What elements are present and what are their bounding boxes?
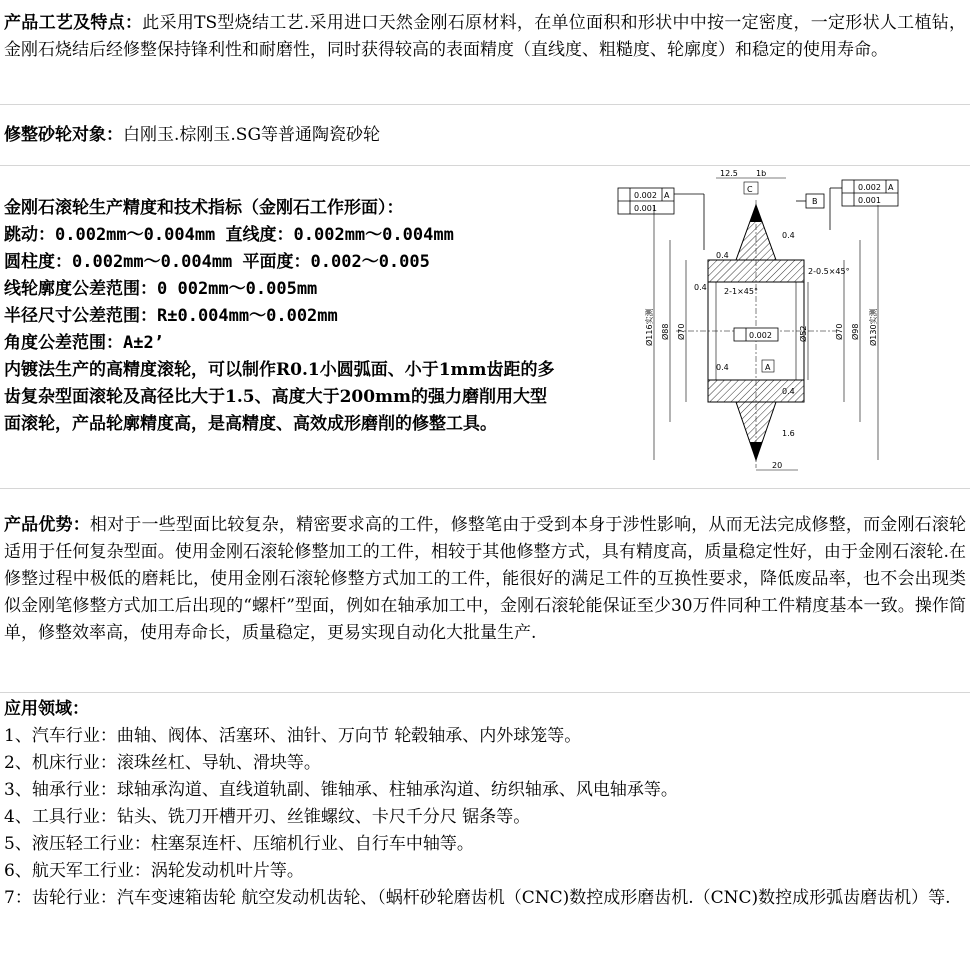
chamfer-1: 2-1×45°: [724, 287, 758, 296]
advantage-paragraph: [0, 512, 970, 647]
apps-item: 3、轴承行业：球轴承沟道、直线道轨副、锥轴承、柱轴承沟道、纺织轴承、风电轴承等。: [4, 780, 678, 800]
target-text: 白刚玉.棕刚玉.SG等普通陶瓷砂轮: [123, 125, 381, 145]
process-text: 此采用TS型烧结工艺.采用进口天然金刚石原材料，在单位面积和形状中中按一定密度，一定形状人工植钻，金刚石烧结后经修整保持锋利性和耐磨性，同时获得较高的表面精度（直线度、粗糙度、轮廓度）和稳定的使用寿命。: [4, 13, 967, 60]
process-title: 产品工艺及特点：: [4, 13, 143, 33]
chamfer-2: 2-0.5×45°: [808, 267, 850, 276]
dia-5: Ø70: [835, 323, 844, 340]
divider: [0, 165, 970, 166]
specs-paragraph: 内镀法生产的高精度滚轮，可以制作R0.1小圆弧面、小于1mm齿距的多齿复杂型面滚轮及高径比大于1.5、高度大于200mm的强力磨削用大型面滚轮，产品轮廓精度高，是高精度、高效成形磨削的修整工具。: [4, 360, 555, 434]
specs-title: 金刚石滚轮生产精度和技术指标（金刚石工作形面）：: [4, 198, 404, 218]
datum-a: A: [765, 363, 771, 372]
dia-7: Ø130实测: [869, 308, 878, 346]
apps-title: 应用领域：: [4, 699, 89, 719]
dim-top-2: 1b: [756, 170, 767, 178]
roughness-mark: 0.4: [716, 251, 729, 260]
specs-section: [0, 195, 570, 438]
advantage-text: 相对于一些型面比较复杂，精密要求高的工件，修整笔由于受到本身于涉性影响，从而无法完成修整，而金刚石滚轮适用于任何复杂型面。使用金刚石滚轮修整加工的工件，相较于其他修整方式，具有精度高，质量稳定性好，由于金刚石滚轮.在修整过程中极低的磨耗比，使用金刚石滚轮修整方式加工的工件，能很好的满足工件的互换性要求，降低废品率，也不会出现类似金刚笔修整方式加工后出现的“螺杆”型面，例如在轴承加工中，金刚石滚轮能保证至少30万件同种工件精度基本一致。操作简单，修整效率高，使用寿命长，质量稳定，更易实现自动化大批量生产.: [4, 515, 967, 643]
divider: [0, 692, 970, 693]
roughness-mark: 0.4: [782, 387, 795, 396]
apps-item: 1、汽车行业：曲轴、阀体、活塞环、油针、万向节 轮毂轴承、内外球笼等。: [4, 726, 582, 746]
dia-4: Ø52: [799, 325, 808, 342]
process-section: [0, 10, 970, 64]
apps-item: 2、机床行业：滚珠丝杠、导轨、滑块等。: [4, 753, 321, 773]
advantage-title: 产品优势：: [4, 515, 90, 535]
dim-top-1: 12.5: [720, 170, 738, 178]
roughness-mark: 0.4: [716, 363, 729, 372]
tol-right-2: 0.001: [858, 196, 881, 205]
tol-right-1: 0.002: [858, 183, 881, 192]
process-paragraph: [0, 10, 970, 64]
tol-left-1: 0.002: [634, 191, 657, 200]
spec-line: 跳动：0.002mm～0.004mm 直线度：0.002mm～0.004mm: [4, 225, 454, 245]
roughness-mark: 0.4: [782, 231, 795, 240]
spec-line: 角度公差范围：A±2’: [4, 333, 164, 353]
angle-mark: 1.6: [782, 429, 795, 438]
advantage-section: [0, 512, 970, 647]
tol-right-ref: A: [888, 183, 894, 192]
apps-item: 6、航天军工行业：涡轮发动机叶片等。: [4, 861, 304, 881]
apps-item: 5、液压轻工行业：柱塞泵连杆、压缩机行业、自行车中轴等。: [4, 834, 474, 854]
target-paragraph: [0, 122, 970, 149]
apps-item: 4、工具行业：钻头、铣刀开槽开刃、丝锥螺纹、卡尺千分尺 锯条等。: [4, 807, 531, 827]
datum-b: B: [812, 197, 818, 206]
dia-1: Ø116实测: [645, 308, 654, 346]
spec-line: 半径尺寸公差范围：R±0.004mm～0.002mm: [4, 306, 338, 326]
datum-c: C: [747, 185, 753, 194]
target-section: [0, 122, 970, 149]
divider: [0, 104, 970, 105]
roughness-mark: 0.4: [694, 283, 707, 292]
apps-section: [0, 696, 970, 912]
dia-3: Ø70: [677, 323, 686, 340]
tolerance-frame-left: [618, 188, 704, 250]
tol-mid: 0.002: [749, 331, 772, 340]
apps-item: 7：齿轮行业：汽车变速箱齿轮 航空发动机齿轮、（蜗杆砂轮磨齿机（CNC)数控成形磨齿机.（CNC)数控成形弧齿磨齿机）等.: [4, 888, 951, 908]
dia-2: Ø88: [661, 323, 670, 340]
tol-left-2: 0.001: [634, 204, 657, 213]
divider: [0, 488, 970, 489]
spec-line: 线轮廓度公差范围：0 002mm～0.005mm: [4, 279, 318, 299]
tol-left-ref: A: [664, 191, 670, 200]
dim-bottom: 20: [772, 461, 783, 470]
tolerance-frame-right: [830, 180, 898, 230]
target-title: 修整砂轮对象：: [4, 125, 123, 145]
dia-6: Ø98: [851, 323, 860, 340]
specs-block: [0, 195, 570, 357]
spec-line: 圆柱度：0.002mm～0.004mm 平面度：0.002～0.005: [4, 252, 430, 272]
roller-drawing: [616, 170, 916, 476]
